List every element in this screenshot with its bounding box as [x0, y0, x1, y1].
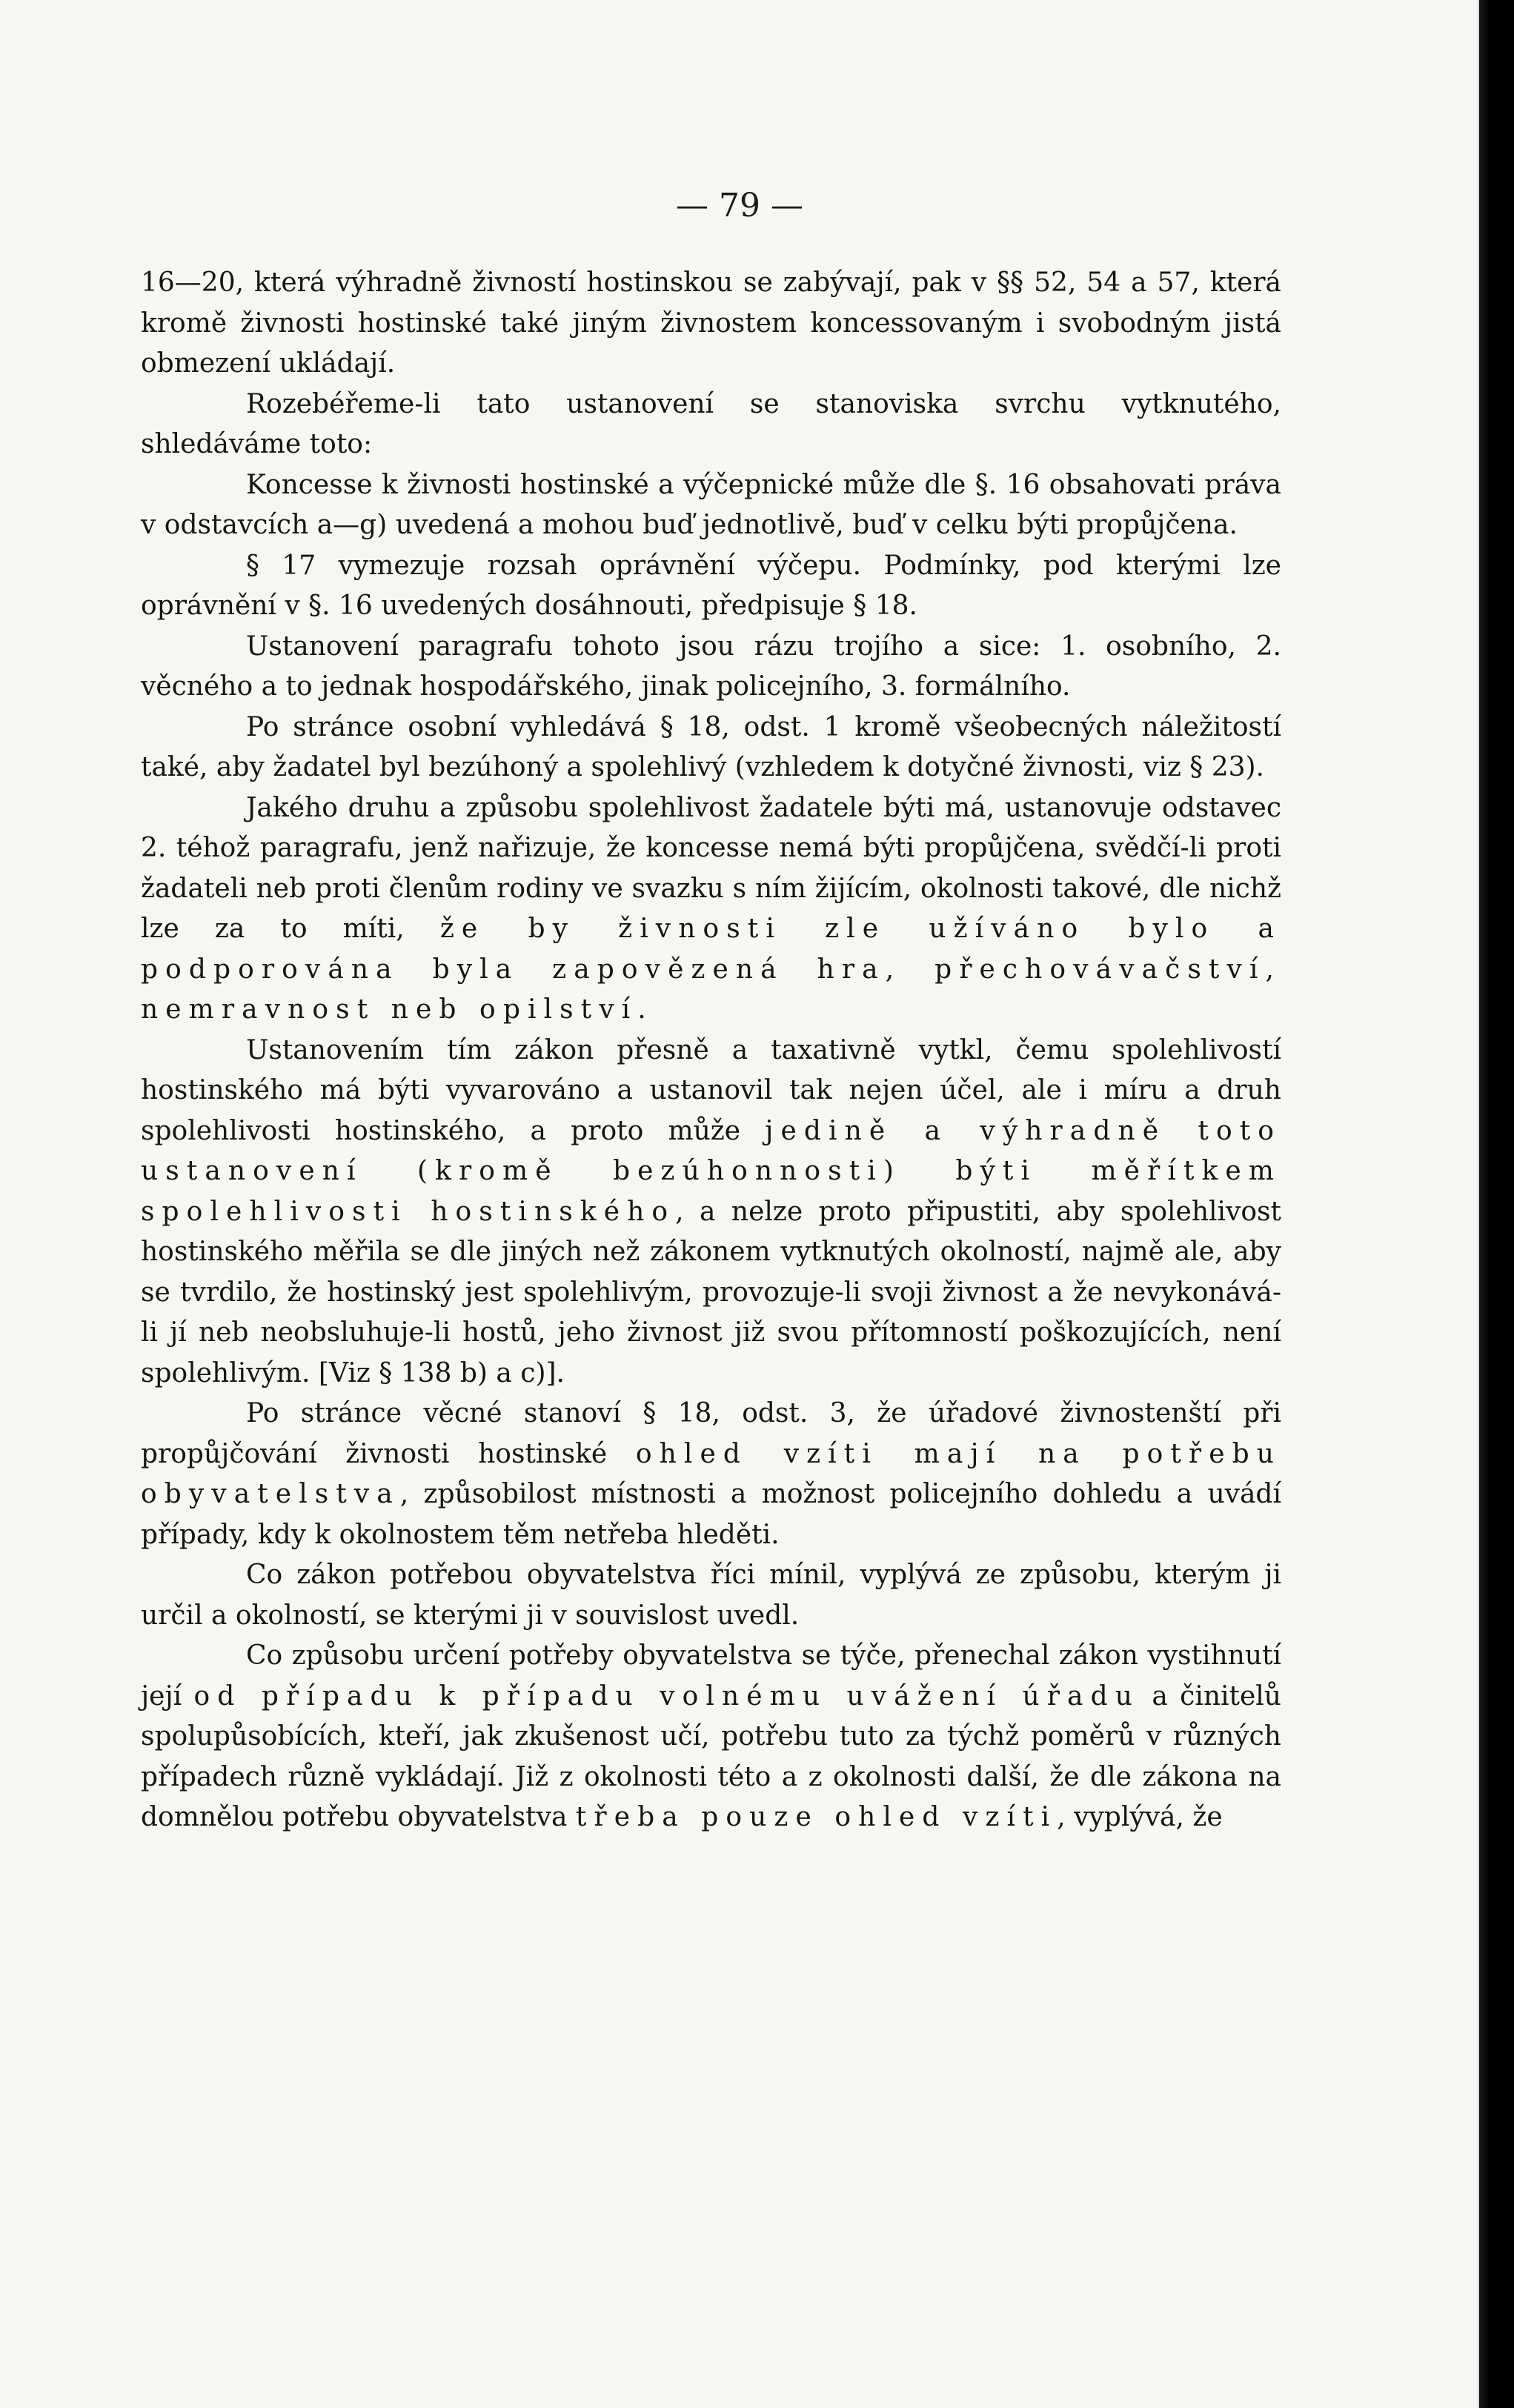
paragraph: Co zákon potřebou obyvatelstva říci mínil, vyplývá ze způsobu, kterým ji určil a okolností, se kterými ji v souvislost uvedl.: [141, 1560, 1281, 1631]
paragraph: Rozebéřeme-li tato ustanovení se stanoviska svrchu vytknutého, shledáváme toto:: [141, 388, 1281, 459]
paragraph: Po stránce osobní vyhledává § 18, odst. 1 kromě všeobecných náležitostí také, aby žadatel byl bezúhoný a spolehlivý (vzhledem k dotyčné živnosti, viz § 23).: [141, 711, 1281, 782]
spaced-emphasis: jedině a výhradně toto ustanovení (kromě bezúhonnosti) býti měřítkem spolehlivosti hostinského: [141, 1115, 1282, 1227]
paragraph: Koncesse k živnosti hostinské a výčepnické může dle §. 16 obsahovati práva v odstavcích a—g) uvedená a mohou buď jednotlivě, buď v celku býti propůjčena.: [141, 469, 1281, 540]
paragraph: [141, 1394, 1281, 1555]
paragraph-text: .: [637, 994, 646, 1025]
paragraph-text: , způsobilost místnosti a možnost policejního dohledu a uvádí případy, kdy k okolnostem těm netřeba hleděti.: [141, 1479, 1281, 1550]
paragraph-text: , vyplývá, že: [1057, 1802, 1223, 1832]
page-number: — 79 —: [676, 187, 803, 224]
paragraph: § 17 vymezuje rozsah oprávnění výčepu. Podmínky, pod kterými lze oprávnění v §. 16 uvedených dosáhnouti, předpisuje § 18.: [141, 550, 1281, 621]
paragraph: [141, 1636, 1281, 1838]
spaced-emphasis: ohled vzíti mají na potřebu obyvatelstva: [141, 1438, 1281, 1509]
spaced-emphasis: třeba pouze ohled vzíti: [575, 1802, 1058, 1832]
spaced-emphasis: že by živnosti zle užíváno bylo a podporována byla zapovězená hra, přechovávačství, nemravnost neb opilství: [141, 914, 1281, 1025]
paragraph-text: Po stránce věcné stanoví § 18, odst. 3, že úřadové živnostenští při propůjčování živnosti hostinské: [141, 1398, 1281, 1469]
paragraph-text: Jakého druhu a způsobu spolehlivost žadatele býti má, ustanovuje odstavec 2. téhož paragrafu, jenž nařizuje, že koncesse nemá býti propůjčena, svědčí-li proti žadateli neb proti členům rodiny ve svazku s ním žijícím, okolnosti takové, dle nichž lze za to míti,: [141, 792, 1281, 944]
paragraph-text: a činitelů spolupůsobících, kteří, jak zkušenost učí, potřebu tuto za týchž poměrů v různých případech různě vykládají. Již z okolnosti této a z okolnosti další, že dle zákona na domnělou potřebu obyvatelstva: [141, 1680, 1281, 1832]
paragraph: [141, 1031, 1281, 1394]
scan-border: [1479, 0, 1514, 2408]
paragraph: [141, 788, 1281, 1031]
spaced-emphasis: od případu k případu volnému uvážení úřadu: [193, 1680, 1140, 1712]
paragraph-text: Co způsobu určení potřeby obyvatelstva se týče, přenechal zákon vystihnutí její: [141, 1640, 1281, 1712]
body-text: [141, 263, 1281, 1838]
paragraph-text: , a nelze proto připustiti, aby spolehlivost hostinského měřila se dle jiných než zákonem vytknutých okolností, najmě ale, aby se tvrdilo, že hostinský jest spolehlivým, provozuje-li svoji živnost a že nevykonává-li jí neb neobsluhuje-li hostů, jeho živnost již svou přítomností poškozujících, není spolehlivým. [Viz § 138 b) a c)].: [141, 1196, 1282, 1388]
paragraph-text: Ustanovením tím zákon přesně a taxativně vytkl, čemu spolehlivostí hostinského má býti vyvarováno a ustanovil tak nejen účel, ale i míru a druh spolehlivosti hostinského, a proto může: [141, 1034, 1281, 1146]
paragraph: Ustanovení paragrafu tohoto jsou rázu trojího a sice: 1. osobního, 2. věcného a to jednak hospodářského, jinak policejního, 3. formálního.: [141, 631, 1281, 702]
paragraph: 16—20, která výhradně živností hostinskou se zabývají, pak v §§ 52, 54 a 57, která kromě živnosti hostinské také jiným živnostem koncessovaným i svobodným jistá obmezení ukládají.: [141, 267, 1281, 379]
